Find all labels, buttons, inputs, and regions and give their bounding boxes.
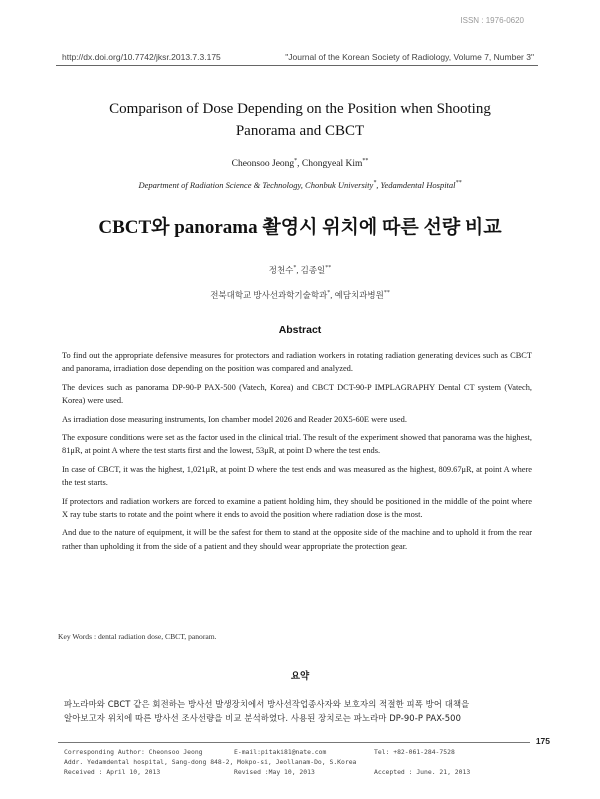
abstract-paragraph: The devices such as panorama DP-90-P PAX-500 (Vatech, Korea) and CBCT DCT-90-P IMPLAGRAPHY Dental CT system (Vatech, Korea) were used. [62, 382, 532, 406]
accepted-date: Accepted : June. 21, 2013 [374, 768, 471, 776]
korean-affiliation [60, 289, 540, 301]
author-1-name: Cheonsoo Jeong [231, 159, 295, 170]
korean-summary-line-1: 파노라마와 CBCT 같은 회전하는 방사선 발생장치에서 방사선작업종사자와 보호자의 적절한 피폭 방어 대책을 [64, 699, 470, 709]
korean-summary-heading: 요약 [290, 671, 310, 682]
english-authors [60, 158, 540, 169]
korean-affiliation-1: 전북대학교 방사선과학기술학과 [210, 290, 328, 300]
english-title-line-1: Comparison of Dose Depending on the Position when Shooting [109, 101, 491, 117]
author-2-mark: ** [362, 158, 369, 164]
page-number: 175 [535, 736, 550, 746]
abstract-paragraph: The exposure conditions were set as the factor used in the clinical trial. The result of the experiment showed that panorama was the highest, 81μR, at point A where the test starts first and the lowest, 53μR, at point D where the test ends. [62, 433, 532, 456]
abstract-paragraph: To find out the appropriate defensive measures for protectors and radiation workers in rotating radiation generating devices such as CBCT and panorama, irradiation dose depending on the position was compared and analyzed. [62, 351, 532, 374]
affiliation-2-mark: ** [455, 180, 462, 187]
abstract-paragraph: And due to the nature of equipment, it will be the safest for them to stand at the opposite side of the machine and to uphold it from the rear rather than upholding it from the side of a patient and they should wear appropriate the protection gear. [62, 528, 532, 551]
abstract-body [62, 349, 532, 558]
english-title [60, 98, 540, 142]
author-separator: , [297, 159, 302, 170]
author-1-mark: * [294, 158, 298, 164]
korean-affiliation-1-mark: * [327, 290, 331, 297]
issn-label: ISSN : 1976-0620 [460, 16, 524, 25]
header-divider [56, 65, 538, 66]
korean-author-1: 정천수 [268, 265, 294, 275]
korean-author-2: 김종일 [300, 265, 326, 275]
affiliation-1: Department of Radiation Science & Technology, Chonbuk University [138, 180, 374, 190]
english-affiliation [60, 180, 540, 190]
received-date: Received : April 10, 2013 [64, 768, 161, 776]
korean-title: CBCT와 panorama 촬영시 위치에 따른 선량 비교 [98, 217, 502, 238]
affiliation-2: , Yedamdental Hospital [376, 180, 456, 190]
korean-authors [60, 264, 540, 276]
doi-link[interactable]: http://dx.doi.org/10.7742/jksr.2013.7.3.175 [62, 52, 221, 62]
corresponding-address: Addr. Yedamdental hospital, Sang-dong 848-2, Mokpo-si, Jeollanam-Do, S.Korea [64, 758, 357, 766]
korean-affiliation-2-mark: ** [383, 290, 390, 297]
corresponding-email[interactable]: E-mail:pitaki81@nate.com [234, 748, 327, 756]
korean-author-2-mark: ** [325, 265, 332, 272]
corresponding-tel: Tel: +82-061-284-7528 [374, 748, 455, 756]
journal-header: "Journal of the Korean Society of Radiology, Volume 7, Number 3" [285, 52, 534, 62]
korean-summary-body [62, 697, 532, 725]
revised-date: Revised :May 10, 2013 [234, 768, 315, 776]
abstract-paragraph: As irradiation dose measuring instruments, Ion chamber model 2026 and Reader 20X5-60E were used. [62, 414, 407, 424]
abstract-heading: Abstract [278, 324, 322, 336]
korean-author-1-mark: * [293, 265, 297, 272]
corresponding-author: Corresponding Author: Cheonsoo Jeong [64, 748, 203, 756]
abstract-paragraph: If protectors and radiation workers are forced to examine a patient holding him, they should be positioned in the middle of the point where X ray tube starts to rotate and the point where it ends to avoid the position where radiation dose is the most. [62, 496, 532, 520]
keywords: Key Words : dental radiation dose, CBCT, panoram. [58, 632, 217, 641]
korean-summary-line-2: 알아보고자 위치에 따른 방사선 조사선량을 비교 분석하였다. 사용된 장치로는 파노라마 DP-90-P PAX-500 [64, 713, 462, 723]
author-2-name: Chongyeal Kim [301, 159, 363, 170]
abstract-paragraph: In case of CBCT, it was the highest, 1,021μR, at point D where the test ends and was measured as the highest, 809.67μR, at point A where the test starts. [62, 464, 532, 488]
affiliation-1-mark: * [373, 180, 377, 187]
correspondence-footer [58, 742, 530, 779]
korean-affiliation-2: , 예담치과병원 [330, 290, 384, 300]
english-title-line-2: Panorama and CBCT [235, 123, 365, 139]
korean-author-separator: , [296, 265, 301, 275]
